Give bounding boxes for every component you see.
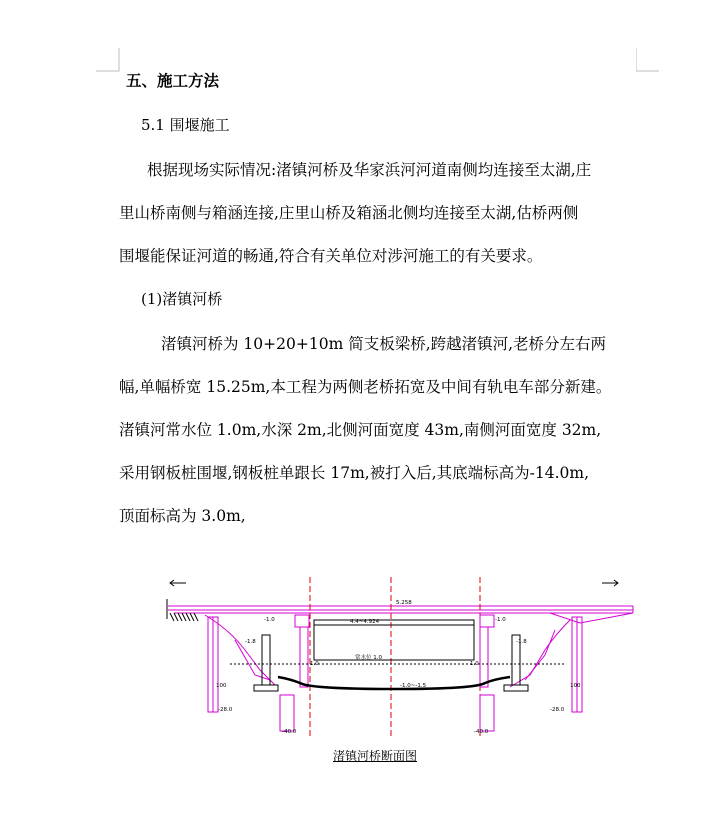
river-banks: [205, 615, 570, 687]
paragraph-line: 根据现场实际情况:渚镇河桥及华家浜河河道南侧均连接至太湖,庄: [147, 161, 592, 179]
beam-label: 4.4~4.924: [350, 619, 380, 625]
right-arrow-icon: [602, 580, 618, 586]
left-pier-level-label: 1.0: [310, 661, 319, 667]
center-lines: [310, 577, 480, 737]
left-pile-length-label: 100: [216, 683, 227, 689]
inner-piers: [280, 615, 494, 731]
paragraph-line: 围堰能保证河道的畅通,符合有关单位对涉河施工的有关要求。: [119, 247, 543, 265]
right-pile-length-label: 100: [570, 683, 581, 689]
paragraph-line: 里山桥南侧与箱涵连接,庄里山桥及箱涵北侧均连接至太湖,估桥两侧: [119, 204, 579, 222]
left-bank-level-label: -1.8: [245, 639, 256, 645]
item-heading: (1)渚镇河桥: [141, 290, 223, 308]
figure-caption: 渚镇河桥断面图: [333, 749, 418, 763]
deck-level-label: 5.258: [396, 600, 412, 606]
paragraph-line: 幅,单幅桥宽 15.25m,本工程为两侧老桥拓宽及中间有轨电车部分新建。: [119, 378, 612, 396]
center-pile-bottom-left-label: -40.0: [282, 729, 297, 735]
right-pier-level-label: 1.0: [470, 661, 479, 667]
right-mid-label: -1.0: [495, 617, 506, 623]
bed-label: -1.0~-1.5: [400, 683, 427, 689]
center-pile-bottom-right-label: -40.0: [474, 729, 489, 735]
section-heading: 五、施工方法: [126, 72, 220, 90]
left-mid-label: -1.0: [264, 617, 275, 623]
page-corner-mark-left: [96, 48, 120, 72]
water-level-label: 常水位 1.0: [355, 655, 382, 661]
paragraph-line: 渚镇河桥为 10+20+10m 简支板梁桥,跨越渚镇河,老桥分左右两: [161, 335, 607, 353]
left-small-pile: [254, 635, 278, 691]
bridge-section-drawing: [150, 575, 640, 740]
paragraph-line: 采用钢板桩围堰,钢板桩单跟长 17m,被打入后,其底端标高为-14.0m,: [119, 464, 590, 482]
page-corner-mark-right: [636, 48, 660, 72]
girder-box: [314, 620, 474, 660]
paragraph-line: 顶面标高为 3.0m,: [119, 507, 246, 525]
left-arrow-icon: [170, 580, 186, 586]
paragraph-line: 渚镇河常水位 1.0m,水深 2m,北侧河面宽度 43m,南侧河面宽度 32m,: [119, 421, 602, 439]
pile-bottom-right-label: -28.0: [550, 707, 565, 713]
riverbed: [278, 677, 510, 689]
right-bank-level-label: -1.8: [516, 639, 527, 645]
subsection-heading: 5.1 围堰施工: [141, 116, 230, 134]
pile-bottom-left-label: -28.0: [218, 707, 233, 713]
